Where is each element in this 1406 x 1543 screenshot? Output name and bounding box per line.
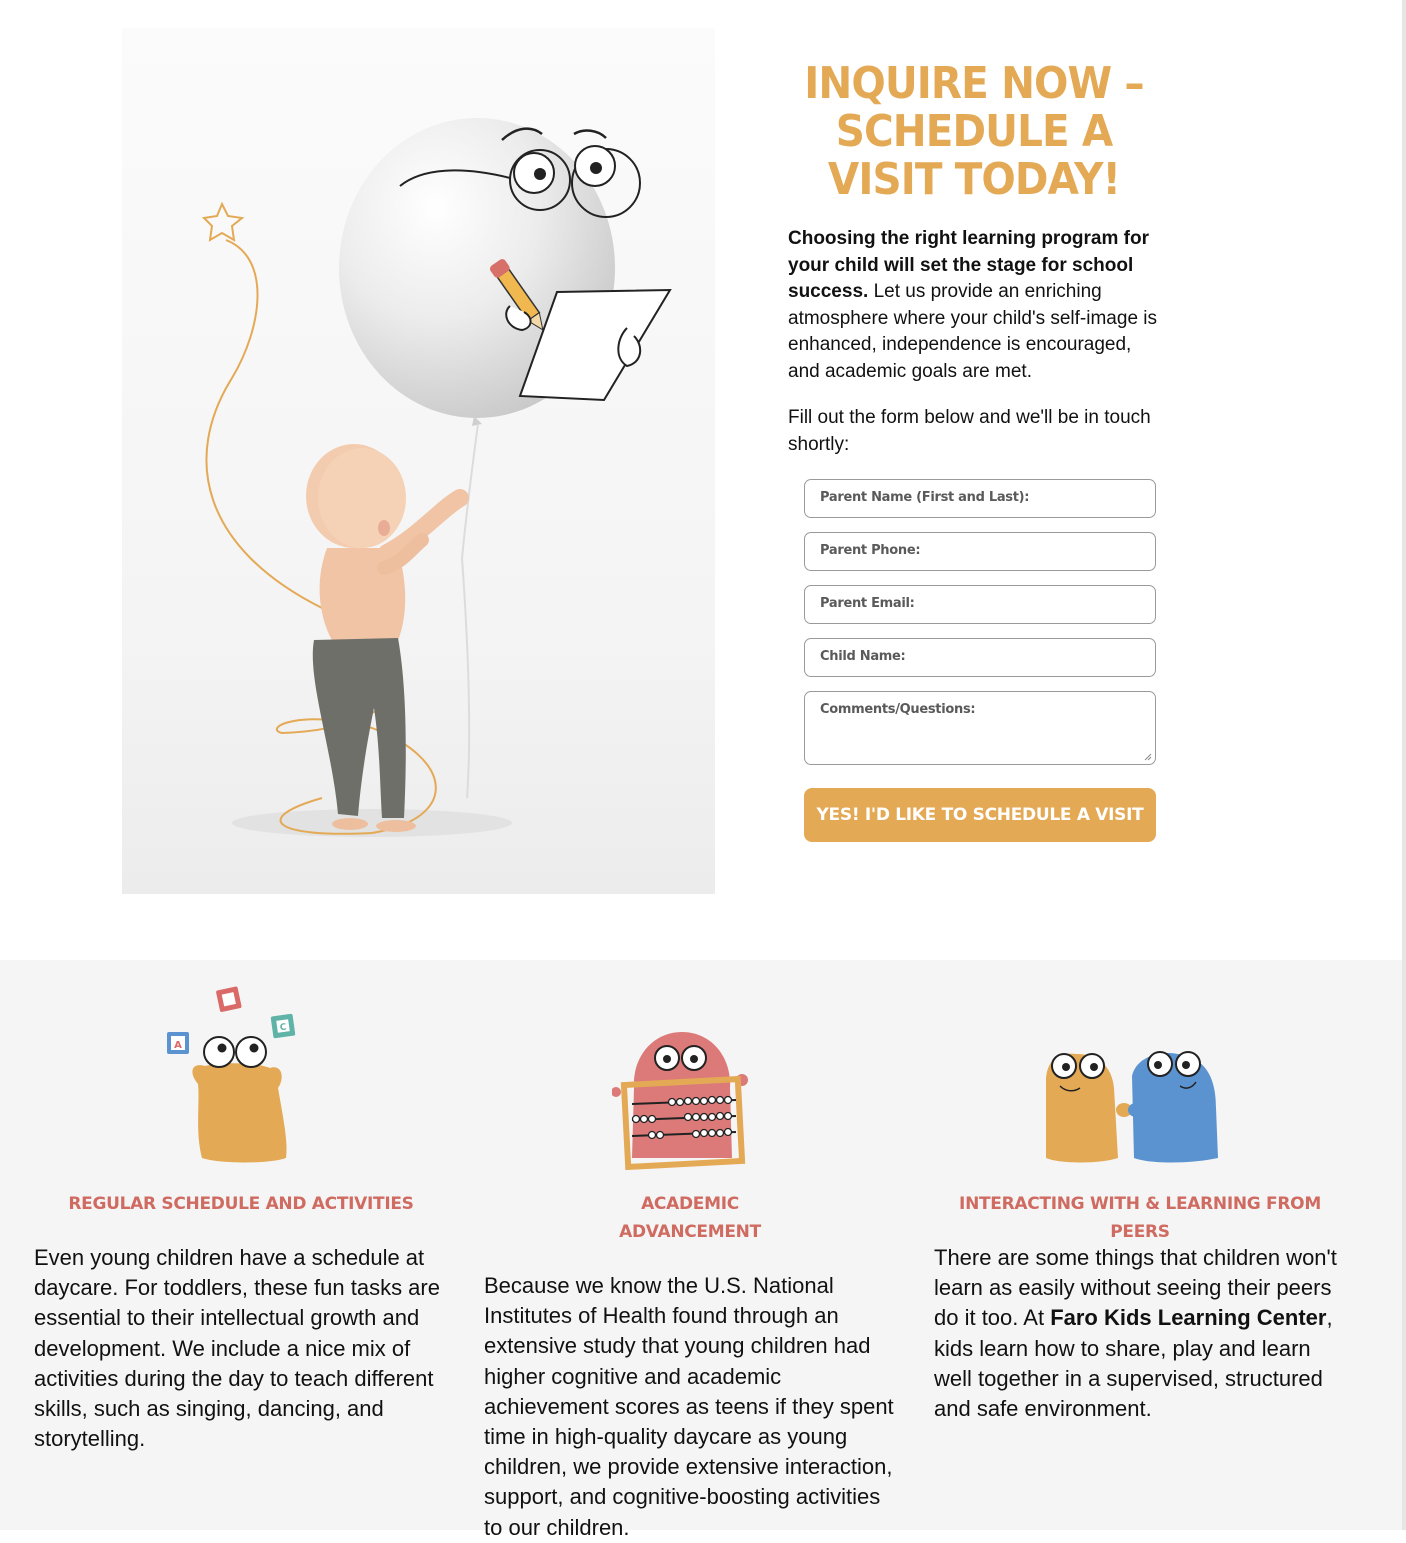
inquiry-section xyxy=(788,60,1160,458)
feature-text-peers-bold: Faro Kids Learning Center xyxy=(1050,1305,1327,1331)
parent-email-placeholder: Parent Email: xyxy=(820,596,915,611)
parent-email-input[interactable] xyxy=(804,585,1156,624)
svg-text:A: A xyxy=(174,1040,182,1051)
feature-text-peers-before: There are some things that children won't learn as easily without seeing their peers do it too. At xyxy=(934,1245,1337,1331)
inquiry-intro-rest: Let us provide an enriching atmosphere where your child's self-image is enhanced, independence is encouraged, and academic goals are met. xyxy=(788,281,1158,382)
feature-title-academic: ACADEMIC ADVANCEMENT xyxy=(619,1194,761,1242)
inquiry-intro xyxy=(788,226,1160,385)
hero-photo-baby-balloon xyxy=(122,28,715,894)
parent-phone-input[interactable] xyxy=(804,532,1156,571)
feature-title-schedule: REGULAR SCHEDULE AND ACTIVITIES xyxy=(68,1194,414,1214)
feature-title-peers: INTERACTING WITH & LEARNING FROM PEERS xyxy=(959,1194,1321,1242)
parent-name-input[interactable] xyxy=(804,479,1156,518)
feature-text-peers-after: , kids learn how to share, play and learn well together in a supervised, structured and safe environment. xyxy=(934,1305,1333,1422)
feature-text-peers xyxy=(934,1243,1354,1424)
parent-name-placeholder: Parent Name (First and Last): xyxy=(820,490,1030,505)
inquiry-intro-bold: Choosing the right learning program for your child will set the stage for school success. xyxy=(788,228,1149,302)
comments-placeholder: Comments/Questions: xyxy=(820,702,976,717)
page-edge xyxy=(1402,0,1406,1530)
feature-text-academic: Because we know the U.S. National Institutes of Health found through an extensive study that young children had higher cognitive and academic achievement scores as teens if they spent time in high-quality daycare as young children, we provide extensive interaction, support, and cognitive-boosting activities to our children. xyxy=(484,1273,894,1540)
inquiry-prompt: Fill out the form below and we'll be in touch shortly: xyxy=(788,407,1151,455)
schedule-visit-button[interactable]: YES! I'D LIKE TO SCHEDULE A VISIT xyxy=(804,788,1156,842)
inquiry-title: INQUIRE NOW – SCHEDULE A VISIT TODAY! xyxy=(804,58,1144,205)
parent-phone-placeholder: Parent Phone: xyxy=(820,543,921,558)
feature-text-schedule: Even young children have a schedule at daycare. For toddlers, these fun tasks are essential to their intellectual growth and development. We include a nice mix of activities during the day to teach different skills, such as singing, dancing, and storytelling. xyxy=(34,1245,440,1452)
two-monsters-friends-icon xyxy=(1040,1048,1222,1164)
features-section xyxy=(0,960,1402,1540)
baby-balloon-illustration xyxy=(122,28,715,894)
resize-handle-icon[interactable] xyxy=(1144,753,1152,761)
child-name-placeholder: Child Name: xyxy=(820,649,906,664)
pink-monster-abacus-icon xyxy=(612,1028,752,1172)
child-name-input[interactable] xyxy=(804,638,1156,677)
comments-textarea[interactable] xyxy=(804,691,1156,765)
svg-text:C: C xyxy=(279,1022,288,1034)
orange-monster-blocks-icon xyxy=(160,982,310,1164)
